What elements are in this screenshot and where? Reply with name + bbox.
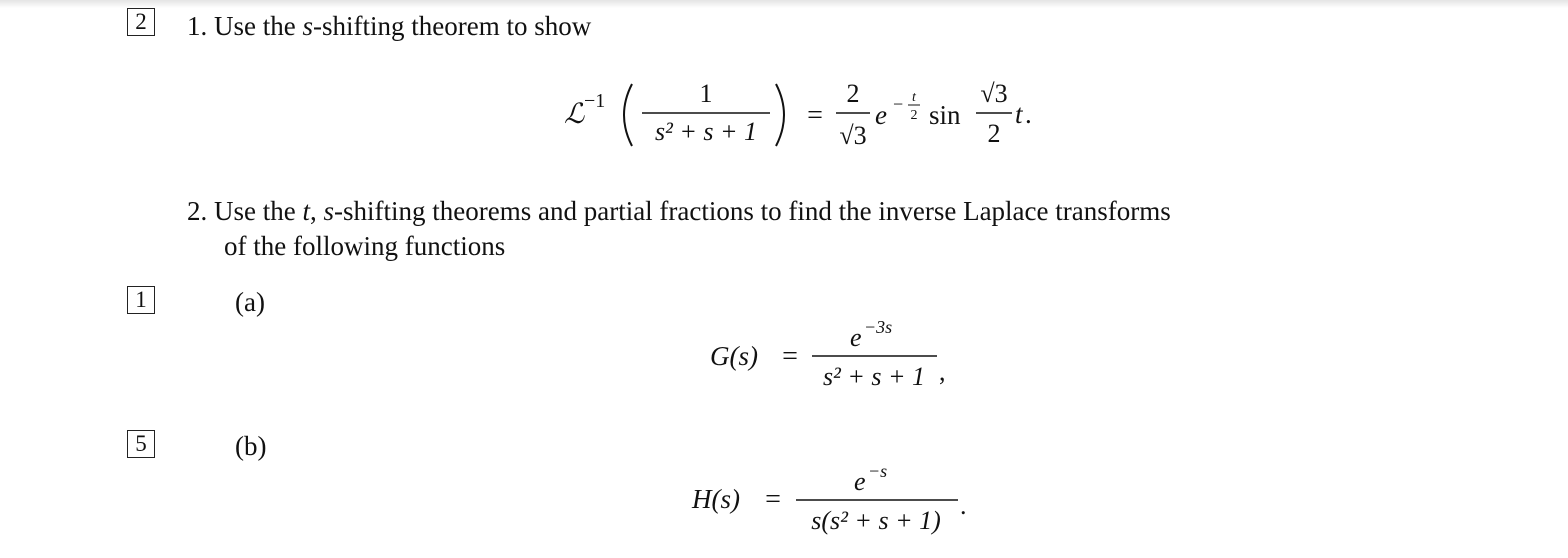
inverse-laplace-equation [540, 60, 1060, 170]
points-box-part-a: 1 [127, 286, 155, 314]
lhs-denominator: s² + s + 1 [654, 117, 758, 146]
equals-sign: = [807, 100, 823, 131]
arg-numerator: √3 [980, 79, 1008, 108]
part-b-equation [680, 452, 990, 547]
exp-base: e [875, 100, 887, 130]
problem-2-statement-line2: of the following functions [224, 231, 506, 261]
left-paren [624, 84, 632, 146]
part-b-equals: = [765, 484, 781, 515]
problem-2-intro-var1: t [302, 196, 310, 226]
coef-denominator: √3 [839, 121, 867, 150]
right-paren [776, 84, 784, 146]
problem-2-intro-mid1: , [310, 196, 324, 226]
inverse-superscript: −1 [584, 90, 606, 112]
problem-2-number: 2. [187, 196, 208, 226]
problem-2-intro-pre: Use the [214, 196, 303, 226]
problem-1-intro-post: -shifting theorem to show [313, 11, 592, 41]
points-box-part-b: 5 [127, 430, 155, 458]
problem-1-intro-var: s [302, 11, 313, 41]
part-b-label: (b) [235, 431, 267, 461]
problem-1-intro-pre: Use the [214, 11, 303, 41]
part-a-num-base: e [850, 323, 862, 352]
part-a-comma: , [939, 357, 946, 386]
part-a-equals: = [782, 341, 798, 372]
arg-denominator: 2 [987, 119, 1001, 148]
part-b-denominator: s(s² + s + 1) [811, 506, 941, 535]
problem-2-intro-post: -shifting theorems and partial fractions to find the inverse Laplace transforms [334, 196, 1171, 226]
top-shadow [0, 0, 1568, 8]
equation-1-period: . [1025, 99, 1032, 129]
part-a-denominator: s² + s + 1 [822, 362, 926, 391]
exp-denominator: 2 [910, 108, 918, 123]
problem-2-intro-var2: s [323, 196, 335, 226]
coef-numerator: 2 [846, 79, 860, 108]
part-b-period: . [960, 491, 967, 520]
problem-1-number: 1. [187, 11, 208, 41]
sin-function: sin [929, 100, 961, 130]
problem-1-statement [187, 9, 591, 43]
part-b-num-base: e [854, 467, 866, 496]
part-b-num-exp: −s [868, 461, 888, 481]
part-b-lhs: H(s) [692, 484, 740, 514]
points-box-problem-1: 2 [127, 8, 155, 36]
arg-variable: t [1015, 99, 1023, 129]
part-a-lhs: G(s) [710, 341, 758, 371]
exp-numerator: t [912, 90, 916, 105]
part-a-label: (a) [235, 287, 265, 317]
part-a-num-exp: −3s [864, 317, 893, 337]
laplace-operator: ℒ [564, 99, 585, 130]
exp-minus: − [893, 94, 904, 114]
problem-2-statement [187, 194, 1171, 228]
lhs-numerator: 1 [699, 79, 713, 108]
part-a-equation [700, 310, 980, 400]
